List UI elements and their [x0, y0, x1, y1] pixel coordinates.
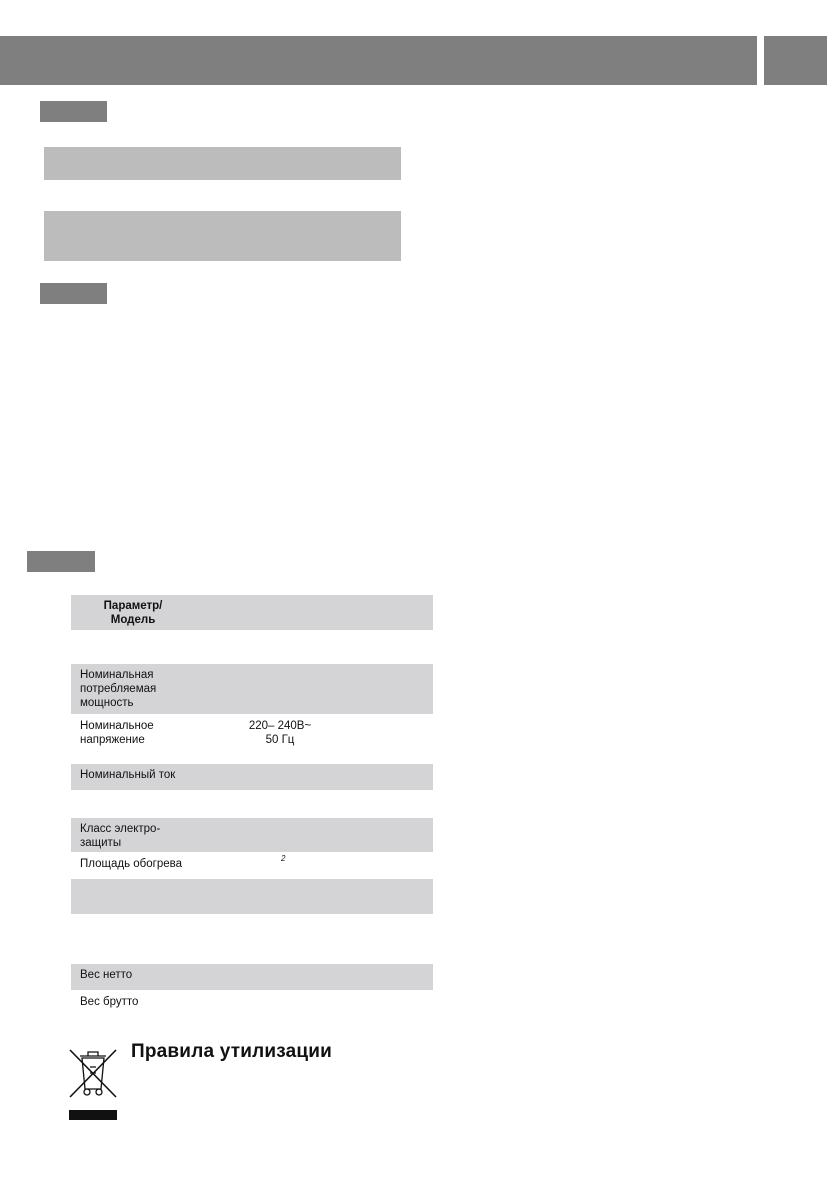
label-line: Номинальное	[80, 720, 154, 732]
gross-weight-label: Вес брутто	[80, 996, 139, 1008]
header-line: Параметр/	[103, 600, 163, 612]
info-box-2	[44, 211, 401, 261]
header-bar	[0, 36, 757, 85]
info-box-1	[44, 147, 401, 180]
spec-table-header-cell	[88, 599, 178, 627]
header-line: Модель	[110, 614, 156, 626]
label-line: напряжение	[80, 734, 145, 746]
section-tag-1	[40, 101, 107, 122]
crossed-out-wheelie-bin-icon	[66, 1045, 120, 1123]
disposal-title: Правила утилизации	[131, 1041, 333, 1062]
label-line: мощность	[80, 697, 134, 709]
page-number-tab	[764, 36, 827, 85]
value-line: 220– 240В~	[248, 720, 312, 732]
label-line: защиты	[80, 837, 122, 849]
value-line: 50 Гц	[265, 734, 295, 746]
net-weight-label: Вес нетто	[80, 969, 133, 981]
power-label	[80, 668, 156, 710]
area-label: Площадь обогрева	[80, 858, 182, 870]
table-row-empty	[71, 879, 433, 914]
area-value-superscript: 2	[281, 854, 286, 863]
current-label: Номинальный ток	[80, 769, 176, 781]
voltage-label	[80, 719, 154, 747]
protection-label	[80, 822, 160, 850]
voltage-value	[240, 719, 320, 747]
label-line: потребляемая	[80, 683, 157, 695]
section-tag-2	[40, 283, 107, 304]
label-line: Номинальная	[80, 669, 154, 681]
label-line: Класс электро-	[80, 823, 161, 835]
section-tag-3	[27, 551, 95, 572]
